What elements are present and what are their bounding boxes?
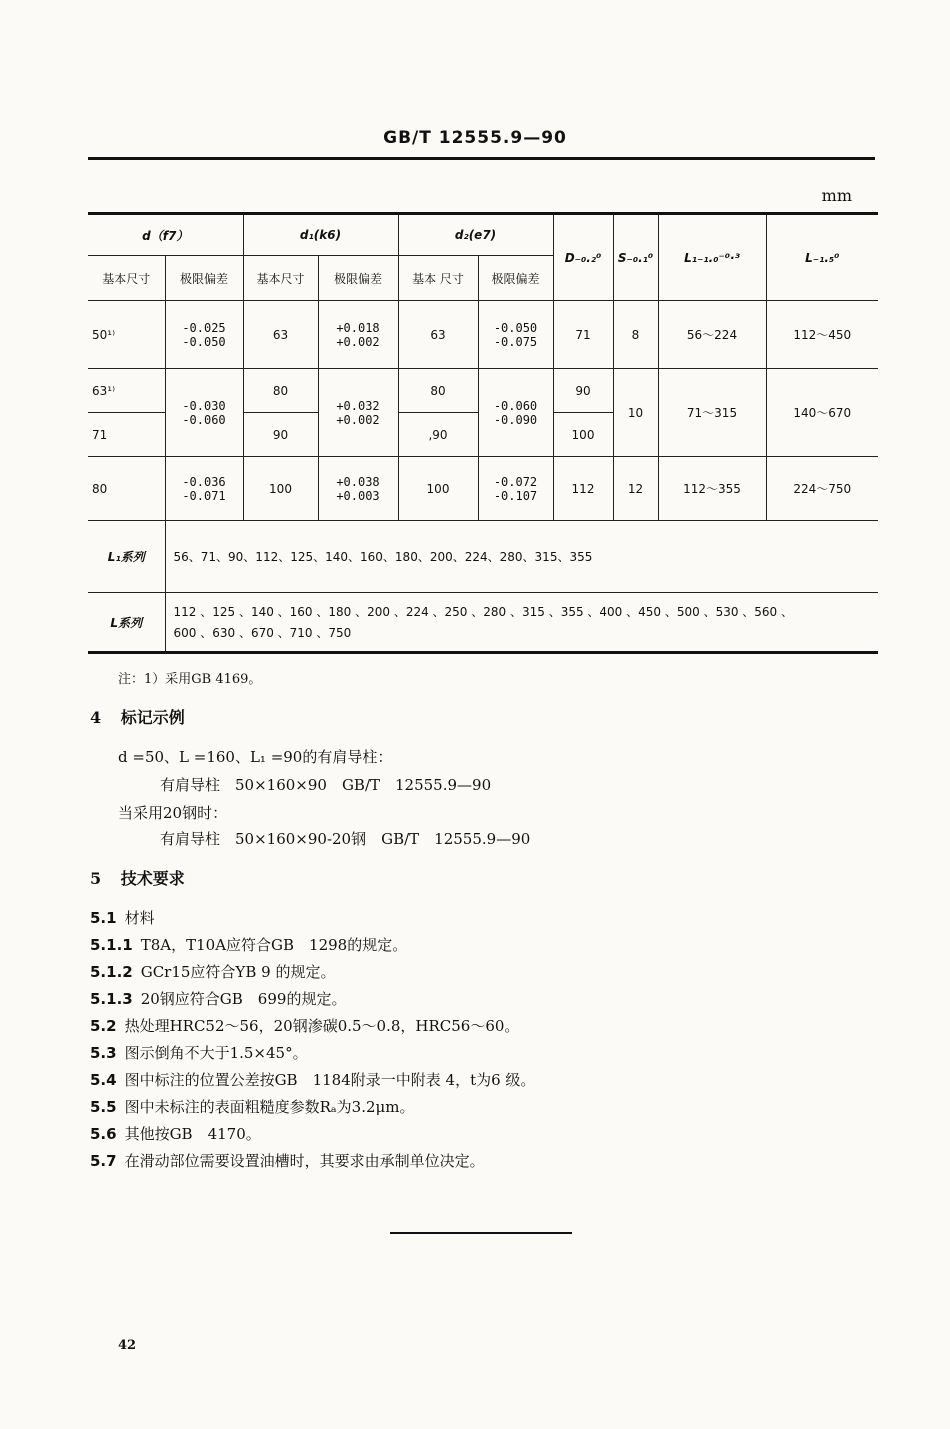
example-line: 有肩导柱 50×160×90-20钢 GB/T 12555.9—90 [160,830,531,848]
section-5-heading [90,866,185,889]
table-row [88,457,878,521]
cell-S: 8 [613,301,658,369]
l1-series-row [88,521,878,593]
cell-d2-dev: -0.050 -0.075 [478,301,553,369]
item-number: 5.1.1 [90,936,133,954]
example-line: 当采用20钢时： [118,804,228,822]
item-text: 在滑动部位需要设置油槽时，其要求由承制单位决定。 [124,1152,485,1170]
col-L: L₋₁.₅⁰ [766,214,878,301]
table-note: 注：1）采用GB 4169。 [118,672,262,687]
cell-S: 10 [613,369,658,457]
cell-L1: 56～224 [658,301,766,369]
cell-d1: 63 [243,301,318,369]
l-series-line: 112 、125 、140 、160 、180 、200 、224 、250 、280 、315 、355 、400 、450 、500 、530 、560 、 [173,605,794,619]
spec-item [90,1042,308,1063]
spec-item [90,1069,535,1090]
item-number: 5.6 [90,1125,117,1143]
item-number: 5.1.3 [90,990,133,1008]
cell-L: 140～670 [766,369,878,457]
cell-d-dev: -0.025 -0.050 [165,301,243,369]
item-text: 20钢应符合GB 699的规定。 [140,990,347,1008]
cell-d2: ,90 [398,413,478,457]
item-number: 5.3 [90,1044,117,1062]
cell-d: 80 [88,457,165,521]
cell-d1: 100 [243,457,318,521]
table-row [88,301,878,369]
col-L1: L₁₋₁.₀⁻⁰·³ [658,214,766,301]
cell-L1: 71～315 [658,369,766,457]
col-group-d2: d₂(e7) [398,214,553,256]
section-4-heading [90,705,185,728]
cell-D: 71 [553,301,613,369]
end-rule [390,1232,572,1234]
cell-d1: 90 [243,413,318,457]
item-text: 图示倒角不大于1.5×45°。 [124,1044,308,1062]
cell-d-dev: -0.036 -0.071 [165,457,243,521]
dimension-table [88,212,878,654]
item-number: 5.7 [90,1152,117,1170]
l-series-row [88,593,878,653]
spec-item [90,988,346,1009]
l-series-values [165,593,878,653]
item-text: 其他按GB 4170。 [124,1125,261,1143]
item-number: 5.1 [90,909,117,927]
col-group-d1: d₁(k6) [243,214,398,256]
subheader: 极限偏差 [478,256,553,301]
spec-item [90,1015,519,1036]
table-row [88,369,878,413]
cell-d1-dev: +0.032 +0.002 [318,369,398,457]
section-number: 5 [90,869,102,888]
cell-d: 71 [88,413,165,457]
item-text: T8A，T10A应符合GB 1298的规定。 [140,936,408,954]
cell-d1-dev: +0.018 +0.002 [318,301,398,369]
col-group-d: d（f7） [88,214,243,256]
cell-L: 112～450 [766,301,878,369]
section-number: 4 [90,708,102,727]
cell-L: 224～750 [766,457,878,521]
cell-d2-dev: -0.060 -0.090 [478,369,553,457]
document-header: GB/T 12555.9—90 [383,128,567,148]
subheader: 基本 尺寸 [398,256,478,301]
item-text: GCr15应符合YB 9 的规定。 [140,963,336,981]
col-D: D₋₀.₂⁰ [553,214,613,301]
cell-d-dev: -0.030 -0.060 [165,369,243,457]
cell-d: 50¹⁾ [88,301,165,369]
cell-d2: 63 [398,301,478,369]
spec-item [90,1150,485,1171]
cell-D: 100 [553,413,613,457]
cell-D: 112 [553,457,613,521]
item-number: 5.1.2 [90,963,133,981]
spec-item [90,961,335,982]
spec-item [90,1123,261,1144]
page-number: 42 [118,1338,137,1353]
subheader: 基本尺寸 [88,256,165,301]
unit-label: mm [821,186,852,205]
section-title: 技术要求 [120,869,185,888]
cell-d2-dev: -0.072 -0.107 [478,457,553,521]
cell-S: 12 [613,457,658,521]
spec-item [90,907,155,928]
item-number: 5.5 [90,1098,117,1116]
cell-d1-dev: +0.038 +0.003 [318,457,398,521]
item-text: 图中未标注的表面粗糙度参数Rₐ为3.2μm。 [124,1098,415,1116]
item-number: 5.4 [90,1071,117,1089]
col-S: S₋₀.₁⁰ [613,214,658,301]
l-series-label: L系列 [88,593,165,653]
cell-d2: 80 [398,369,478,413]
cell-d: 63¹⁾ [88,369,165,413]
cell-D: 90 [553,369,613,413]
subheader: 基本尺寸 [243,256,318,301]
l1-series-values: 56、71、90、112、125、140、160、180、200、224、280、315、355 [165,521,878,593]
cell-d1: 80 [243,369,318,413]
item-number: 5.2 [90,1017,117,1035]
subheader: 极限偏差 [318,256,398,301]
spec-item [90,934,407,955]
header-rule [88,157,875,160]
item-text: 材料 [124,909,155,927]
item-text: 热处理HRC52～56，20钢渗碳0.5～0.8，HRC56～60。 [124,1017,520,1035]
l-series-line: 600 、630 、670 、710 、750 [173,626,352,640]
item-text: 图中标注的位置公差按GB 1184附录一中附表 4，t为6 级。 [124,1071,536,1089]
cell-L1: 112～355 [658,457,766,521]
section-title: 标记示例 [120,708,185,727]
l1-series-label: L₁系列 [88,521,165,593]
subheader: 极限偏差 [165,256,243,301]
cell-d2: 100 [398,457,478,521]
spec-item [90,1096,415,1117]
example-line: 有肩导柱 50×160×90 GB/T 12555.9—90 [160,776,492,794]
example-line: d =50、L =160、L₁ =90的有肩导柱： [118,748,393,766]
